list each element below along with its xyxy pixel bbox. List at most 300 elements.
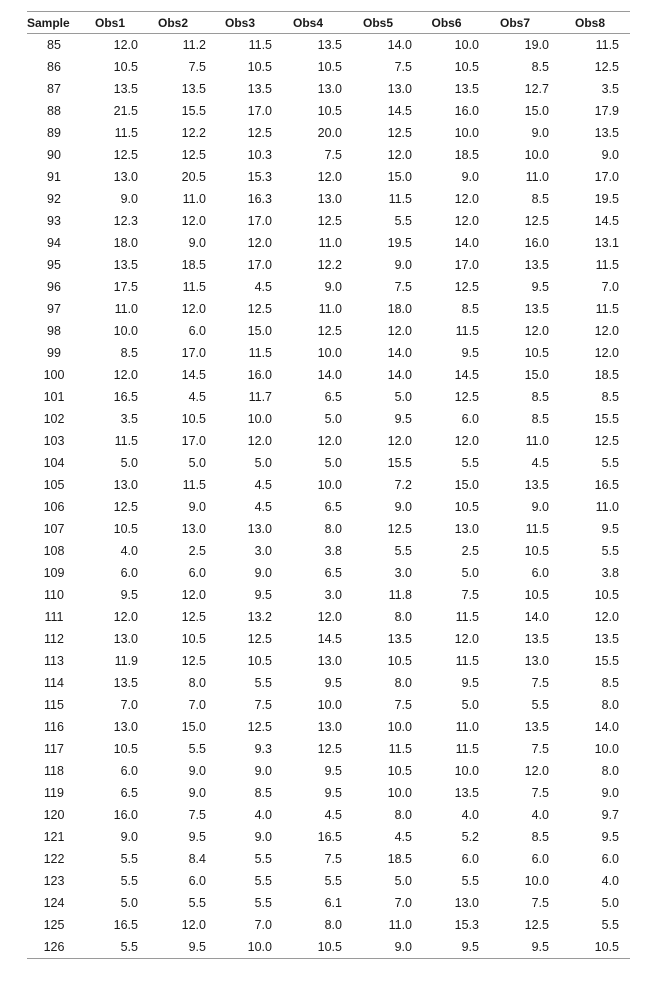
table-row (27, 562, 630, 584)
obs4-cell: 12.0 (317, 170, 342, 184)
obs6-cell: 11.5 (455, 742, 479, 756)
obs8-cell: 10.0 (594, 742, 619, 756)
obs1-cell: 12.0 (113, 38, 138, 52)
sample-cell: 107 (43, 522, 65, 536)
obs8-cell: 14.0 (594, 720, 619, 734)
obs3-cell: 9.0 (254, 566, 272, 580)
obs5-cell: 11.8 (388, 588, 412, 602)
table-header (27, 12, 630, 34)
obs5-cell: 5.0 (394, 390, 412, 404)
obs8-cell: 3.5 (601, 82, 619, 96)
obs3-cell: 12.0 (247, 236, 272, 250)
sample-cell: 124 (43, 896, 65, 910)
obs4-cell: 13.0 (317, 192, 342, 206)
obs3-cell: 5.5 (254, 874, 272, 888)
obs8-cell: 7.0 (601, 280, 619, 294)
sample-cell: 126 (43, 940, 65, 954)
obs2-cell: 18.5 (181, 258, 206, 272)
obs5-cell: 12.0 (387, 148, 412, 162)
obs3-cell: 12.5 (247, 126, 272, 140)
obs1-cell: 11.9 (114, 654, 138, 668)
sample-cell: 116 (44, 720, 64, 734)
table-row (27, 848, 630, 870)
obs1-cell: 16.0 (113, 808, 138, 822)
obs6-cell: 13.5 (454, 786, 479, 800)
obs1-cell: 13.0 (113, 478, 138, 492)
header-obs2: Obs2 (157, 15, 188, 30)
table-row (27, 188, 630, 210)
obs3-cell: 10.3 (247, 148, 272, 162)
obs1-cell: 6.0 (120, 566, 138, 580)
obs5-cell: 7.5 (394, 280, 412, 294)
obs4-cell: 3.0 (324, 588, 342, 602)
obs5-cell: 9.5 (394, 412, 412, 426)
obs6-cell: 12.5 (454, 390, 479, 404)
obs1-cell: 5.5 (120, 852, 138, 866)
header-row (27, 12, 630, 34)
obs4-cell: 10.0 (317, 698, 342, 712)
obs7-cell: 15.0 (524, 104, 549, 118)
obs7-cell: 12.0 (524, 764, 549, 778)
obs8-cell: 12.0 (594, 324, 619, 338)
sample-cell: 114 (44, 676, 64, 690)
obs8-cell: 5.0 (601, 896, 619, 910)
obs2-cell: 12.5 (181, 610, 206, 624)
obs6-cell: 13.0 (454, 522, 479, 536)
obs3-cell: 12.5 (247, 632, 272, 646)
sample-cell: 109 (43, 566, 65, 580)
obs4-cell: 8.0 (324, 918, 342, 932)
obs1-cell: 9.5 (120, 588, 138, 602)
obs3-cell: 4.5 (254, 280, 272, 294)
table-row (27, 56, 630, 78)
obs3-cell: 17.0 (247, 258, 272, 272)
obs3-cell: 13.0 (247, 522, 272, 536)
header-obs7: Obs7 (499, 15, 530, 30)
obs7-cell: 6.0 (531, 566, 549, 580)
obs1-cell: 10.5 (113, 522, 138, 536)
obs3-cell: 12.5 (247, 720, 272, 734)
obs8-cell: 11.5 (595, 302, 619, 316)
header-obs8: Obs8 (574, 15, 605, 30)
obs7-cell: 8.5 (531, 390, 549, 404)
obs8-cell: 9.5 (601, 522, 619, 536)
obs7-cell: 16.0 (524, 236, 549, 250)
obs5-cell: 18.5 (387, 852, 412, 866)
obs5-cell: 9.0 (394, 500, 412, 514)
obs1-cell: 3.5 (120, 412, 138, 426)
obs8-cell: 6.0 (601, 852, 619, 866)
table-row (27, 254, 630, 276)
obs8-cell: 9.5 (601, 830, 619, 844)
table-row (27, 826, 630, 848)
obs6-cell: 13.5 (454, 82, 479, 96)
obs3-cell: 9.0 (254, 764, 272, 778)
sample-cell: 96 (47, 280, 61, 294)
sample-cell: 112 (44, 632, 64, 646)
sample-cell: 115 (44, 698, 64, 712)
obs8-cell: 17.9 (594, 104, 619, 118)
obs8-cell: 16.5 (594, 478, 619, 492)
obs3-cell: 5.5 (254, 676, 272, 690)
obs8-cell: 11.0 (595, 500, 619, 514)
obs7-cell: 13.5 (524, 478, 549, 492)
obs2-cell: 7.5 (188, 60, 206, 74)
obs2-cell: 5.5 (188, 896, 206, 910)
sample-cell: 117 (44, 742, 64, 756)
obs1-cell: 12.0 (113, 610, 138, 624)
obs2-cell: 15.0 (181, 720, 206, 734)
obs4-cell: 13.0 (317, 654, 342, 668)
obs6-cell: 10.0 (454, 764, 479, 778)
obs2-cell: 6.0 (188, 566, 206, 580)
obs2-cell: 17.0 (181, 346, 206, 360)
table-row (27, 320, 630, 342)
obs5-cell: 3.0 (394, 566, 412, 580)
obs7-cell: 12.5 (524, 918, 549, 932)
obs6-cell: 14.0 (454, 236, 479, 250)
obs6-cell: 16.0 (454, 104, 479, 118)
obs8-cell: 10.5 (594, 588, 619, 602)
table-row (27, 452, 630, 474)
obs1-cell: 4.0 (120, 544, 138, 558)
obs5-cell: 12.0 (387, 324, 412, 338)
obs2-cell: 11.0 (182, 192, 206, 206)
obs5-cell: 7.0 (394, 896, 412, 910)
sample-cell: 118 (44, 764, 64, 778)
obs8-cell: 3.8 (601, 566, 619, 580)
obs7-cell: 12.0 (524, 324, 549, 338)
sample-cell: 125 (43, 918, 65, 932)
obs2-cell: 9.5 (188, 940, 206, 954)
obs4-cell: 5.0 (324, 412, 342, 426)
table-row (27, 78, 630, 100)
obs5-cell: 9.0 (394, 940, 412, 954)
obs2-cell: 9.5 (188, 830, 206, 844)
sample-cell: 87 (47, 82, 61, 96)
obs1-cell: 11.5 (114, 126, 138, 140)
obs3-cell: 11.5 (248, 38, 272, 52)
sample-cell: 113 (44, 654, 64, 668)
table-row (27, 914, 630, 936)
obs3-cell: 5.5 (254, 896, 272, 910)
table-row (27, 122, 630, 144)
obs2-cell: 11.5 (182, 478, 206, 492)
table-row (27, 738, 630, 760)
obs1-cell: 17.5 (113, 280, 138, 294)
obs5-cell: 18.0 (387, 302, 412, 316)
obs7-cell: 8.5 (531, 412, 549, 426)
table-row (27, 584, 630, 606)
obs3-cell: 7.0 (254, 918, 272, 932)
obs6-cell: 8.5 (461, 302, 479, 316)
obs5-cell: 7.2 (394, 478, 412, 492)
obs7-cell: 7.5 (531, 786, 549, 800)
obs6-cell: 11.5 (455, 610, 479, 624)
sample-cell: 106 (43, 500, 65, 514)
obs5-cell: 13.0 (387, 82, 412, 96)
obs6-cell: 14.5 (454, 368, 479, 382)
obs8-cell: 12.5 (594, 60, 619, 74)
obs5-cell: 14.5 (387, 104, 412, 118)
obs6-cell: 5.0 (461, 698, 479, 712)
obs4-cell: 5.0 (324, 456, 342, 470)
sample-cell: 101 (43, 390, 65, 404)
obs3-cell: 17.0 (247, 104, 272, 118)
obs3-cell: 16.0 (247, 368, 272, 382)
obs4-cell: 11.0 (318, 302, 342, 316)
obs5-cell: 14.0 (387, 38, 412, 52)
obs3-cell: 10.0 (247, 940, 272, 954)
obs1-cell: 12.5 (113, 148, 138, 162)
obs3-cell: 12.5 (247, 302, 272, 316)
obs8-cell: 11.5 (595, 38, 619, 52)
obs7-cell: 7.5 (531, 742, 549, 756)
sample-cell: 100 (43, 368, 65, 382)
obs8-cell: 8.5 (601, 390, 619, 404)
sample-cell: 103 (43, 434, 65, 448)
table-row (27, 782, 630, 804)
obs6-cell: 11.5 (455, 324, 479, 338)
obs8-cell: 5.5 (601, 544, 619, 558)
obs6-cell: 10.0 (454, 38, 479, 52)
obs2-cell: 9.0 (188, 236, 206, 250)
obs6-cell: 2.5 (461, 544, 479, 558)
obs7-cell: 13.5 (524, 258, 549, 272)
obs1-cell: 6.0 (120, 764, 138, 778)
obs8-cell: 12.5 (594, 434, 619, 448)
sample-cell: 89 (47, 126, 61, 140)
obs1-cell: 10.5 (113, 60, 138, 74)
sample-cell: 110 (44, 588, 64, 602)
obs6-cell: 6.0 (461, 852, 479, 866)
obs8-cell: 5.5 (601, 456, 619, 470)
obs8-cell: 9.0 (601, 786, 619, 800)
obs8-cell: 12.0 (594, 346, 619, 360)
obs5-cell: 12.5 (387, 522, 412, 536)
header-obs5: Obs5 (362, 15, 393, 30)
obs2-cell: 2.5 (188, 544, 206, 558)
obs8-cell: 15.5 (594, 412, 619, 426)
obs1-cell: 10.0 (113, 324, 138, 338)
sample-cell: 122 (43, 852, 65, 866)
table-row (27, 276, 630, 298)
sample-cell: 120 (43, 808, 65, 822)
obs2-cell: 13.0 (181, 522, 206, 536)
obs7-cell: 8.5 (531, 60, 549, 74)
obs1-cell: 5.5 (120, 940, 138, 954)
sample-cell: 104 (43, 456, 65, 470)
obs1-cell: 12.0 (113, 368, 138, 382)
table-row (27, 628, 630, 650)
sample-cell: 102 (43, 412, 65, 426)
obs3-cell: 7.5 (254, 698, 272, 712)
obs3-cell: 9.5 (254, 588, 272, 602)
obs3-cell: 4.5 (254, 500, 272, 514)
obs7-cell: 10.5 (524, 346, 549, 360)
obs2-cell: 12.0 (181, 302, 206, 316)
obs2-cell: 14.5 (181, 368, 206, 382)
obs3-cell: 11.5 (248, 346, 272, 360)
obs6-cell: 9.5 (461, 346, 479, 360)
obs1-cell: 12.3 (113, 214, 138, 228)
table-row (27, 694, 630, 716)
obs5-cell: 12.5 (387, 126, 412, 140)
table-row (27, 232, 630, 254)
obs3-cell: 10.0 (247, 412, 272, 426)
obs1-cell: 13.5 (113, 82, 138, 96)
obs2-cell: 8.4 (188, 852, 206, 866)
obs8-cell: 9.0 (601, 148, 619, 162)
obs4-cell: 12.0 (317, 610, 342, 624)
obs2-cell: 8.0 (188, 676, 206, 690)
obs6-cell: 5.0 (461, 566, 479, 580)
obs8-cell: 8.0 (601, 764, 619, 778)
obs1-cell: 5.0 (120, 456, 138, 470)
obs1-cell: 18.0 (113, 236, 138, 250)
obs7-cell: 7.5 (531, 676, 549, 690)
sample-cell: 94 (47, 236, 61, 250)
obs5-cell: 14.0 (387, 368, 412, 382)
obs4-cell: 12.5 (317, 214, 342, 228)
obs2-cell: 6.0 (188, 874, 206, 888)
obs2-cell: 15.5 (181, 104, 206, 118)
obs7-cell: 9.5 (531, 280, 549, 294)
obs4-cell: 5.5 (324, 874, 342, 888)
observations-table (27, 11, 630, 959)
obs3-cell: 9.0 (254, 830, 272, 844)
obs6-cell: 7.5 (461, 588, 479, 602)
obs3-cell: 15.3 (247, 170, 272, 184)
obs7-cell: 10.5 (524, 588, 549, 602)
obs1-cell: 21.5 (113, 104, 138, 118)
obs7-cell: 13.5 (524, 632, 549, 646)
obs2-cell: 17.0 (181, 434, 206, 448)
obs7-cell: 12.5 (524, 214, 549, 228)
sample-cell: 123 (43, 874, 65, 888)
obs3-cell: 4.5 (254, 478, 272, 492)
obs6-cell: 12.0 (454, 632, 479, 646)
obs1-cell: 5.0 (120, 896, 138, 910)
obs1-cell: 13.0 (113, 170, 138, 184)
obs7-cell: 9.5 (531, 940, 549, 954)
obs7-cell: 15.0 (524, 368, 549, 382)
header-obs6: Obs6 (431, 15, 462, 30)
obs5-cell: 7.5 (394, 60, 412, 74)
obs5-cell: 11.0 (388, 918, 412, 932)
obs8-cell: 13.5 (594, 126, 619, 140)
obs4-cell: 12.5 (317, 324, 342, 338)
sample-cell: 119 (44, 786, 64, 800)
obs8-cell: 9.7 (601, 808, 619, 822)
obs7-cell: 13.0 (524, 654, 549, 668)
obs2-cell: 9.0 (188, 786, 206, 800)
obs6-cell: 9.5 (461, 676, 479, 690)
obs8-cell: 8.0 (601, 698, 619, 712)
obs1-cell: 9.0 (120, 830, 138, 844)
obs1-cell: 10.5 (113, 742, 138, 756)
obs3-cell: 12.0 (247, 434, 272, 448)
obs2-cell: 10.5 (181, 632, 206, 646)
obs4-cell: 3.8 (324, 544, 342, 558)
obs5-cell: 12.0 (387, 434, 412, 448)
obs2-cell: 7.0 (188, 698, 206, 712)
obs3-cell: 9.3 (254, 742, 272, 756)
obs6-cell: 15.0 (454, 478, 479, 492)
obs4-cell: 14.0 (317, 368, 342, 382)
obs7-cell: 6.0 (531, 852, 549, 866)
obs1-cell: 13.5 (113, 258, 138, 272)
obs4-cell: 9.5 (324, 676, 342, 690)
obs3-cell: 17.0 (247, 214, 272, 228)
obs2-cell: 5.5 (188, 742, 206, 756)
obs7-cell: 19.0 (524, 38, 549, 52)
sample-cell: 92 (47, 192, 61, 206)
obs8-cell: 10.5 (594, 940, 619, 954)
table-row (27, 650, 630, 672)
obs7-cell: 14.0 (524, 610, 549, 624)
obs4-cell: 12.2 (317, 258, 342, 272)
obs5-cell: 10.5 (387, 764, 412, 778)
header-sample: Sample (27, 15, 70, 30)
obs7-cell: 7.5 (531, 896, 549, 910)
table-row (27, 342, 630, 364)
obs5-cell: 8.0 (394, 808, 412, 822)
obs6-cell: 5.2 (461, 830, 479, 844)
table-row (27, 804, 630, 826)
table-row (27, 100, 630, 122)
table-row (27, 496, 630, 518)
sample-cell: 121 (43, 830, 65, 844)
obs3-cell: 5.0 (254, 456, 272, 470)
obs2-cell: 13.5 (181, 82, 206, 96)
obs2-cell: 6.0 (188, 324, 206, 338)
obs6-cell: 12.0 (454, 214, 479, 228)
obs2-cell: 10.5 (181, 412, 206, 426)
obs1-cell: 6.5 (120, 786, 138, 800)
obs4-cell: 9.5 (324, 786, 342, 800)
obs3-cell: 10.5 (247, 654, 272, 668)
table-row (27, 936, 630, 959)
obs4-cell: 13.0 (317, 82, 342, 96)
obs4-cell: 9.5 (324, 764, 342, 778)
obs3-cell: 16.3 (247, 192, 272, 206)
obs4-cell: 9.0 (324, 280, 342, 294)
obs6-cell: 11.0 (455, 720, 479, 734)
obs2-cell: 12.2 (181, 126, 206, 140)
obs6-cell: 12.5 (454, 280, 479, 294)
table-row (27, 672, 630, 694)
obs8-cell: 5.5 (601, 918, 619, 932)
obs3-cell: 13.5 (247, 82, 272, 96)
table-row (27, 518, 630, 540)
obs2-cell: 12.0 (181, 588, 206, 602)
obs5-cell: 14.0 (387, 346, 412, 360)
obs3-cell: 8.5 (254, 786, 272, 800)
obs5-cell: 5.5 (394, 544, 412, 558)
obs5-cell: 13.5 (387, 632, 412, 646)
obs4-cell: 4.5 (324, 808, 342, 822)
obs4-cell: 12.5 (317, 742, 342, 756)
obs7-cell: 4.5 (531, 456, 549, 470)
obs2-cell: 9.0 (188, 500, 206, 514)
obs4-cell: 7.5 (324, 852, 342, 866)
obs3-cell: 10.5 (247, 60, 272, 74)
sample-cell: 111 (44, 610, 64, 624)
sample-cell: 97 (47, 302, 61, 316)
sample-cell: 99 (47, 346, 61, 360)
obs5-cell: 10.0 (387, 786, 412, 800)
